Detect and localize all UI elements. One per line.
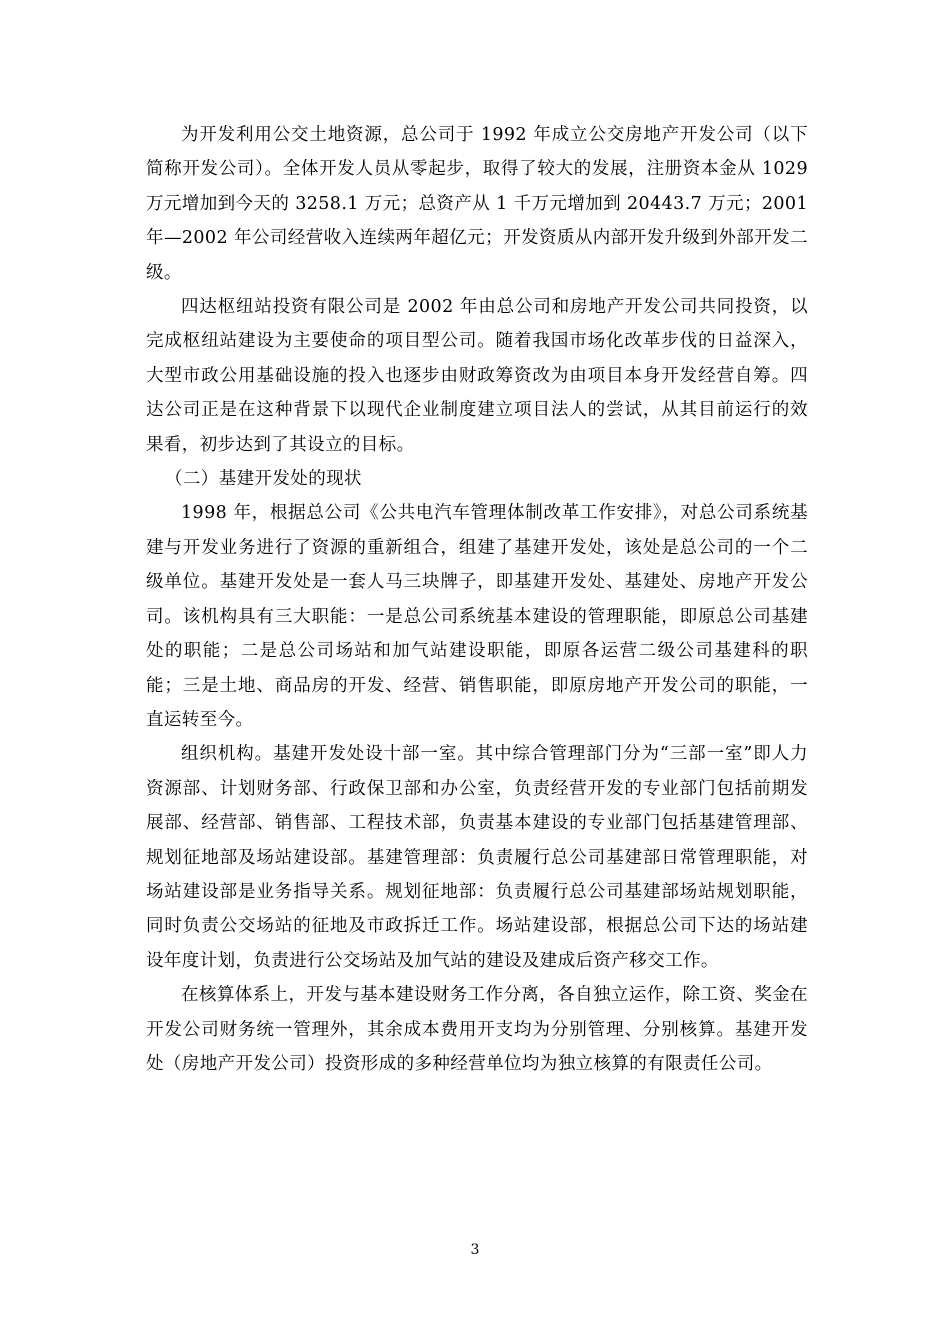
paragraph-organization: 组织机构。基建开发处设十部一室。其中综合管理部门分为“三部一室”即人力资源部、计划财务部、行政保卫部和办公室，负责经营开发的专业部门包括前期发展部、经营部、销售部、工程技术部，负责基本建设的专业部门包括基建管理部、规划征地部及场站建设部。基建管理部：负责履行总公司基建部日常管理职能，对场站建设部是业务指导关系。规划征地部：负责履行总公司基建部场站规划职能，同时负责公交场站的征地及市政拆迁工作。场站建设部，根据总公司下达的场站建设年度计划，负责进行公交场站及加气站的建设及建成后资产移交工作。 (146, 744, 808, 971)
paragraph-development-company: 为开发利用公交土地资源，总公司于 1992 年成立公交房地产开发公司（以下简称开发公司）。全体开发人员从零起步，取得了较大的发展，注册资本金从 1029 万元增加到今天的 3258.1 万元；总资产从 1 千万元增加到 20443.7 万元；2001 年—2002 年公司经营收入连续两年超亿元；开发资质从内部开发升级到外部开发二级。 (146, 125, 808, 283)
section-heading: （二）基建开发处的现状 (165, 469, 362, 490)
paragraph-restructuring-1998: 1998 年，根据总公司《公共电汽车管理体制改革工作安排》，对总公司系统基建与开发业务进行了资源的重新组合，组建了基建开发处，该处是总公司的一个二级单位。基建开发处是一套人马三块牌子，即基建开发处、基建处、房地产开发公司。该机构具有三大职能：一是总公司系统基本建设的管理职能，即原总公司基建处的职能；二是总公司场站和加气站建设职能，即原各运营二级公司基建科的职能；三是土地、商品房的开发、经营、销售职能，即原房地产开发公司的职能，一直运转至今。 (146, 503, 808, 730)
document-body (146, 118, 808, 1081)
paragraph-accounting-system: 在核算体系上，开发与基本建设财务工作分离，各自独立运作，除工资、奖金在开发公司财务统一管理外，其余成本费用开支均为分别管理、分别核算。基建开发处（房地产开发公司）投资形成的多种经营单位均为独立核算的有限责任公司。 (146, 985, 808, 1074)
paragraph-sida-hub-company: 四达枢纽站投资有限公司是 2002 年由总公司和房地产开发公司共同投资，以完成枢纽站建设为主要使命的项目型公司。随着我国市场化改革步伐的日益深入，大型市政公用基础设施的投入也逐步由财政筹资改为由项目本身开发经营自筹。四达公司正是在这种背景下以现代企业制度建立项目法人的尝试，从其目前运行的效果看，初步达到了其设立的目标。 (146, 297, 808, 455)
page-number: 3 (470, 1242, 480, 1258)
